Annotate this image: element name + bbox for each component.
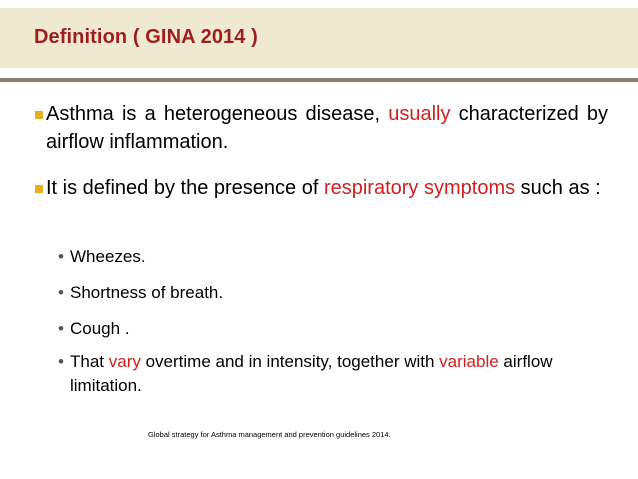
square-bullet-icon bbox=[35, 111, 43, 119]
sub-item-variability bbox=[58, 350, 610, 398]
square-bullet-icon bbox=[35, 185, 43, 193]
sub-item-cough bbox=[58, 317, 610, 341]
sub-item-wheezes bbox=[58, 245, 610, 269]
sub-item-text: That bbox=[70, 352, 109, 371]
dot-bullet-icon: • bbox=[58, 319, 64, 338]
bullet-text: Asthma is a heterogeneous disease, bbox=[46, 103, 389, 125]
sub-item-shortness-of-breath bbox=[58, 281, 610, 305]
bullet-symptoms bbox=[46, 174, 608, 202]
highlight-text: usually bbox=[388, 103, 451, 125]
slide-title: Definition ( GINA 2014 ) bbox=[34, 26, 258, 48]
highlight-text: vary bbox=[108, 352, 141, 371]
dot-bullet-icon: • bbox=[58, 247, 64, 266]
bullet-text: such as : bbox=[515, 177, 601, 199]
sub-item-text: airflow limitation. bbox=[70, 352, 553, 395]
bullet-text: It is defined by the presence of bbox=[46, 177, 324, 199]
sub-item-text: Wheezes. bbox=[70, 247, 146, 266]
reference-footnote: Global strategy for Asthma management and prevention guidelines 2014. bbox=[148, 430, 391, 439]
bullet-text: characterized by airflow inflammation. bbox=[46, 103, 609, 153]
bullet-asthma-definition bbox=[46, 100, 608, 156]
sub-item-text: Shortness of breath. bbox=[70, 283, 224, 302]
title-divider bbox=[0, 78, 638, 82]
highlight-text: respiratory symptoms bbox=[323, 177, 516, 199]
sub-item-text: overtime and in intensity, together with bbox=[140, 352, 440, 371]
sub-item-text: Cough . bbox=[70, 319, 130, 338]
dot-bullet-icon: • bbox=[58, 352, 64, 371]
dot-bullet-icon: • bbox=[58, 283, 64, 302]
highlight-text: variable bbox=[439, 352, 499, 371]
